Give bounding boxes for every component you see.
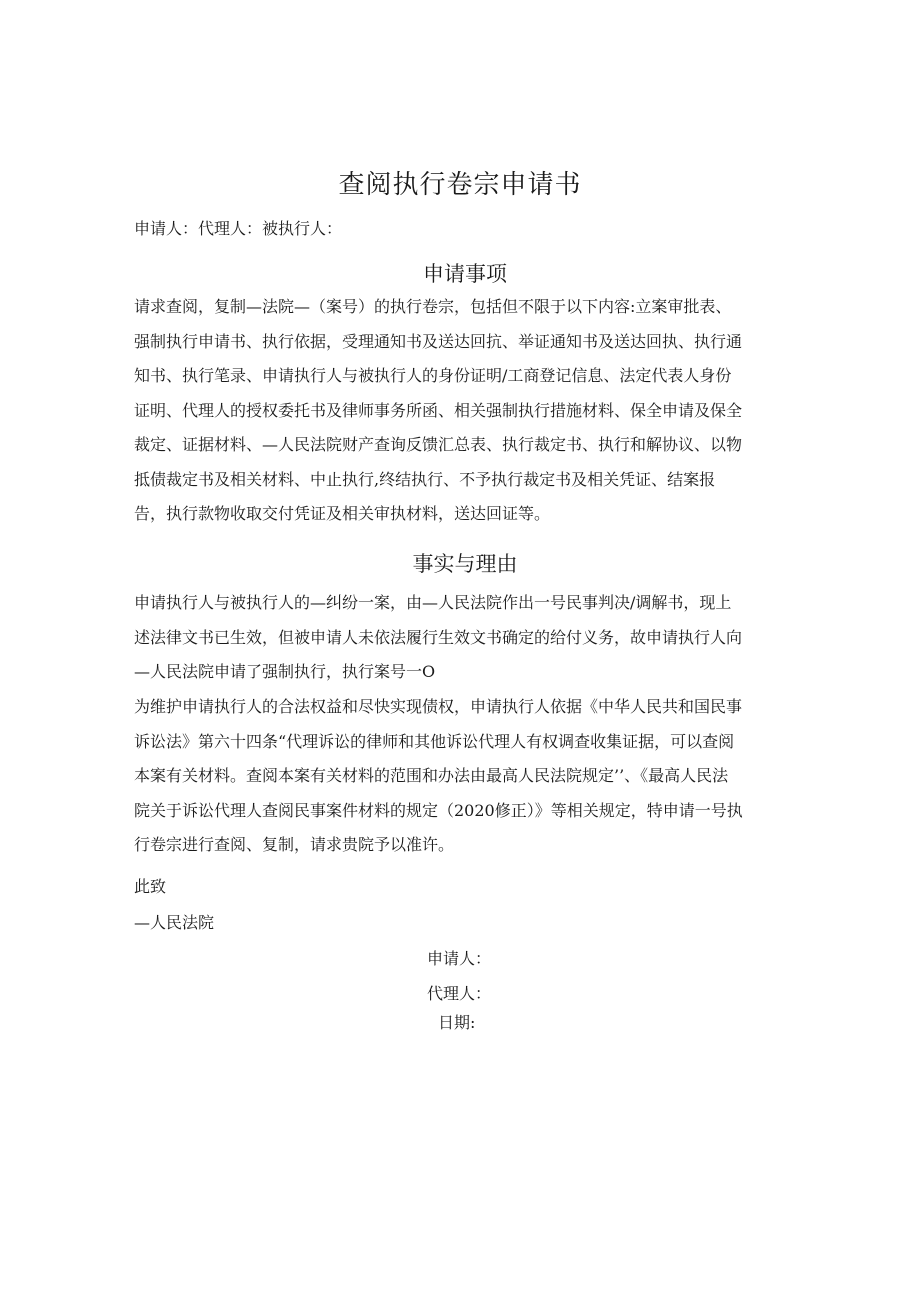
document-title: 查阅执行卷宗申请书 [338, 170, 582, 200]
salutation: 此致 [134, 877, 167, 896]
paragraph-line: 院关于诉讼代理人查阅民事案件材料的规定（2020修正）》等相关规定，特申请一号执 [134, 800, 743, 820]
paragraph-line: 抵债裁定书及相关材料、中止执行,终结执行、不予执行裁定书及相关凭证、结案报 [134, 469, 716, 489]
paragraph-line: 述法律文书已生效，但被申请人未依法履行生效文书确定的给付义务，故申请执行人向 [134, 627, 743, 647]
paragraph-line: 知书、执行笔录、申请执行人与被执行人的身份证明/工商登记信息、法定代表人身份 [134, 366, 732, 385]
paragraph-line: 诉讼法》第六十四条“代理诉讼的律师和其他诉讼代理人有权调查收集证据，可以查阅 [134, 731, 735, 751]
paragraph-line: 裁定、证据材料、—人民法院财产查询反馈汇总表、执行裁定书、执行和解协议、以物 [134, 435, 743, 454]
section-heading-facts-and-reasons: 事实与理由 [412, 552, 518, 576]
signature-agent: 代理人： [427, 984, 492, 1003]
signature-applicant: 申请人： [427, 949, 492, 968]
paragraph-line: 申请执行人与被执行人的—纠纷一案，由—人民法院作出一号民事判决/调解书，现上 [134, 593, 732, 612]
paragraph-line: —人民法院申请了强制执行，执行案号一O [134, 662, 436, 681]
paragraph-line: 告，执行款物收取交付凭证及相关审执材料，送达回证等。 [134, 504, 551, 523]
paragraph-line: 强制执行申请书、执行依据，受理通知书及送达回抗、举证通知书及送达回执、执行通 [134, 331, 743, 351]
paragraph-line: 请求查阅，复制—法院—（案号）的执行卷宗，包括但不限于以下内容:立案审批表、 [134, 297, 732, 316]
paragraph-line: 本案有关材料。查阅本案有关材料的范围和办法由最高人民法院规定’’、《最高人民法 [134, 766, 729, 785]
paragraph-line: 行卷宗进行查阅、复制，请求贵院予以准许。 [134, 835, 455, 854]
paragraph-line: 为维护申请执行人的合法权益和尽快实现债权，申请执行人依据《中华人民共和国民事 [134, 697, 743, 716]
recipient-court: —人民法院 [134, 913, 215, 932]
parties-line: 申请人：代理人：被执行人： [134, 219, 343, 238]
section-heading-application-items: 申请事项 [423, 262, 507, 286]
signature-date: 日期: [438, 1013, 476, 1032]
paragraph-line: 证明、代理人的授权委托书及律师事务所函、相关强制执行措施材料、保全申请及保全 [134, 400, 743, 420]
application-items-paragraph [134, 290, 784, 532]
reasons-paragraph [134, 690, 784, 863]
facts-paragraph [134, 586, 784, 690]
